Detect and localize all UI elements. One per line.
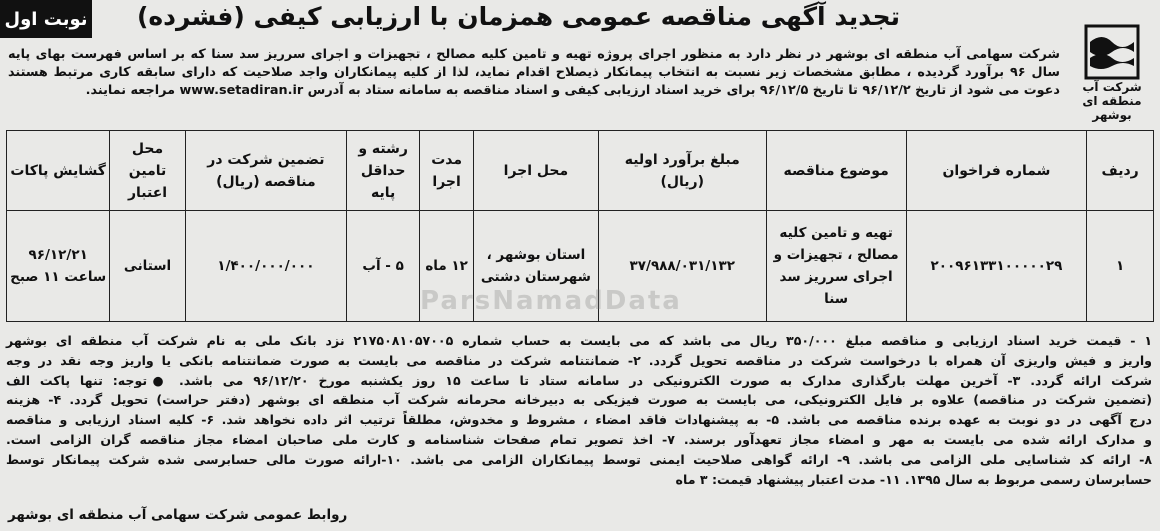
cell-duration: ۱۲ ماه: [420, 211, 474, 322]
round-badge: نوبت اول: [0, 0, 92, 38]
header-index: ردیف: [1087, 131, 1154, 211]
intro-line-3-end: مراجعه نمایند.: [85, 83, 175, 98]
watermark: ParsNamadData: [420, 286, 682, 316]
water-wave-icon: [1084, 24, 1140, 80]
note-line: شرکت ارائه گردد. ۳- آخرین مهلت بارگذاری مدارک به صورت الکترونیکی در سامانه ستاد تا ساعت ۱۵ روز یکشنبه مورخ ۹۶/۱۲/۲۰ می باشد. ●توجه: تنها پاکت الف: [6, 372, 1152, 388]
note-line: ۱ - قیمت خرید اسناد ارزیابی و مناقصه مبلغ ۳۵۰/۰۰۰ ریال می باشد که می بایست به حساب شماره ۲۱۷۵۰۸۱۰۵۷۰۰۵ نزد بانک ملی به نام شرکت آب منطقه ای بوشهر: [6, 333, 1152, 348]
note-line: حسابرسان رسمی مربوط به سال ۱۳۹۵. ۱۱- مدت اعتبار پیشنهاد قیمت: ۳ ماه: [675, 471, 1152, 487]
conditions-notes: [6, 331, 1152, 489]
cell-subject: تهیه و تامین کلیه مصالح ، تجهیزات و اجرای سرریز سد سنا: [766, 211, 906, 322]
cell-guarantee: ۱/۴۰۰/۰۰۰/۰۰۰: [185, 211, 346, 322]
cell-index: ۱: [1087, 211, 1154, 322]
table-header-row: [7, 131, 1154, 211]
cell-field-grade: ۵ - آب: [347, 211, 420, 322]
logo-name-line2: منطقه ای بوشهر: [1082, 94, 1142, 122]
table-row: [7, 211, 1154, 322]
note-line: ۸- ارائه کد شناسایی ملی الزامی می باشد. ۹- ارائه گواهی صلاحیت ایمنی توسط پیمانکاران الزامی می باشد. ۱۰-ارائه صورت مالی حسابرسی شده شرکت پیمانکار توسط: [6, 451, 1153, 467]
header-subject: موضوع مناقصه: [766, 131, 906, 211]
cell-estimate: ۳۷/۹۸۸/۰۳۱/۱۳۲: [598, 211, 766, 322]
cell-funding: استانی: [110, 211, 185, 322]
logo-name-line1: شرکت آب: [1082, 80, 1142, 94]
intro-line-2: سال ۹۶ برآورد گردیده ، مطابق مشخصات زیر نسبت به انتخاب پیمانکار ذیصلاح اقدام نماید، لذا از کلیه پیمانکاران واجد صلاحیت که دارای سابقه کاری مرتبط هستند: [8, 65, 1060, 80]
header-call-number: شماره فراخوان: [906, 131, 1087, 211]
header-estimate: مبلغ برآورد اولیه (ریال): [598, 131, 766, 211]
note-line: واریز و فیش واریزی آن همراه با درخواست شرکت در مناقصه تحویل گردد. ۲- ضمانتنامه شرکت در مناقصه می بایست به صورت ضمانتنامه بانکی یا واریز وجه نقد در وجه: [6, 352, 1152, 368]
notice-title: تجدید آگهی مناقصه عمومی همزمان با ارزیابی کیفی (فشرده): [137, 2, 900, 31]
header-duration: مدت اجرا: [420, 131, 474, 211]
header-field-grade: رشته و حداقل پایه: [347, 131, 420, 211]
header-location: محل اجرا: [474, 131, 599, 211]
cell-location: استان بوشهر ، شهرستان دشتی: [474, 211, 599, 322]
header-guarantee: تضمین شرکت در مناقصه (ریال): [185, 131, 346, 211]
cell-opening: ۹۶/۱۲/۲۱ ساعت ۱۱ صبح: [7, 211, 110, 322]
intro-line-3: [8, 82, 1060, 100]
public-relations-signature: روابط عمومی شرکت سهامی آب منطقه ای بوشهر: [8, 507, 348, 523]
intro-line-1: شرکت سهامی آب منطقه ای بوشهر در نظر دارد به منظور اجرای پروژه تهیه و تامین کلیه مصالح ، تجهیزات و اجرای سرریز سد سنا که بر اساس فهرست بهای پایه: [8, 47, 1060, 62]
note-line: و مدارک ارائه شده می بایست به مهر و امضاء مجاز تعهدآور برسند. ۷- اخذ تصویر تمام صفحات شناسنامه و کارت ملی صاحبان امضاء مجاز مناقصه گران الزامی است.: [6, 431, 1152, 447]
intro-paragraph: [8, 46, 1060, 100]
setadiran-link[interactable]: www.setadiran.ir: [179, 83, 304, 98]
company-logo: [1070, 24, 1154, 128]
intro-line-3-text: دعوت می شود از تاریخ ۹۶/۱۲/۲ تا تاریخ ۹۶/۱۲/۵ برای خرید اسناد ارزیابی کیفی و اسناد مناقصه به سامانه ستاد به آدرس: [307, 83, 1060, 98]
header-opening: گشایش پاکات: [7, 131, 110, 211]
note-line: درج آگهی در دو نوبت به عهده برنده مناقصه می باشد. ۵- به پیشنهادات فاقد امضاء ، مشروط و مخدوش، مطلقاً ترتیب اثر داده نخواهد شد. ۶- کلیه اسناد ارزیابی و مناقصه: [6, 412, 1152, 428]
note-line: (تضمین شرکت در مناقصه) علاوه بر فایل الکترونیکی، می بایست به صورت فیزیکی به دبیرخانه محرمانه شرکت آب منطقه ای بوشهر (دفتر حراست) تحویل گردد. ۴- هزینه: [6, 392, 1152, 408]
tender-table: [6, 130, 1154, 322]
cell-call-number: ۲۰۰۹۶۱۳۳۱۰۰۰۰۰۲۹: [906, 211, 1087, 322]
header-funding: محل تامین اعتبار: [110, 131, 185, 211]
